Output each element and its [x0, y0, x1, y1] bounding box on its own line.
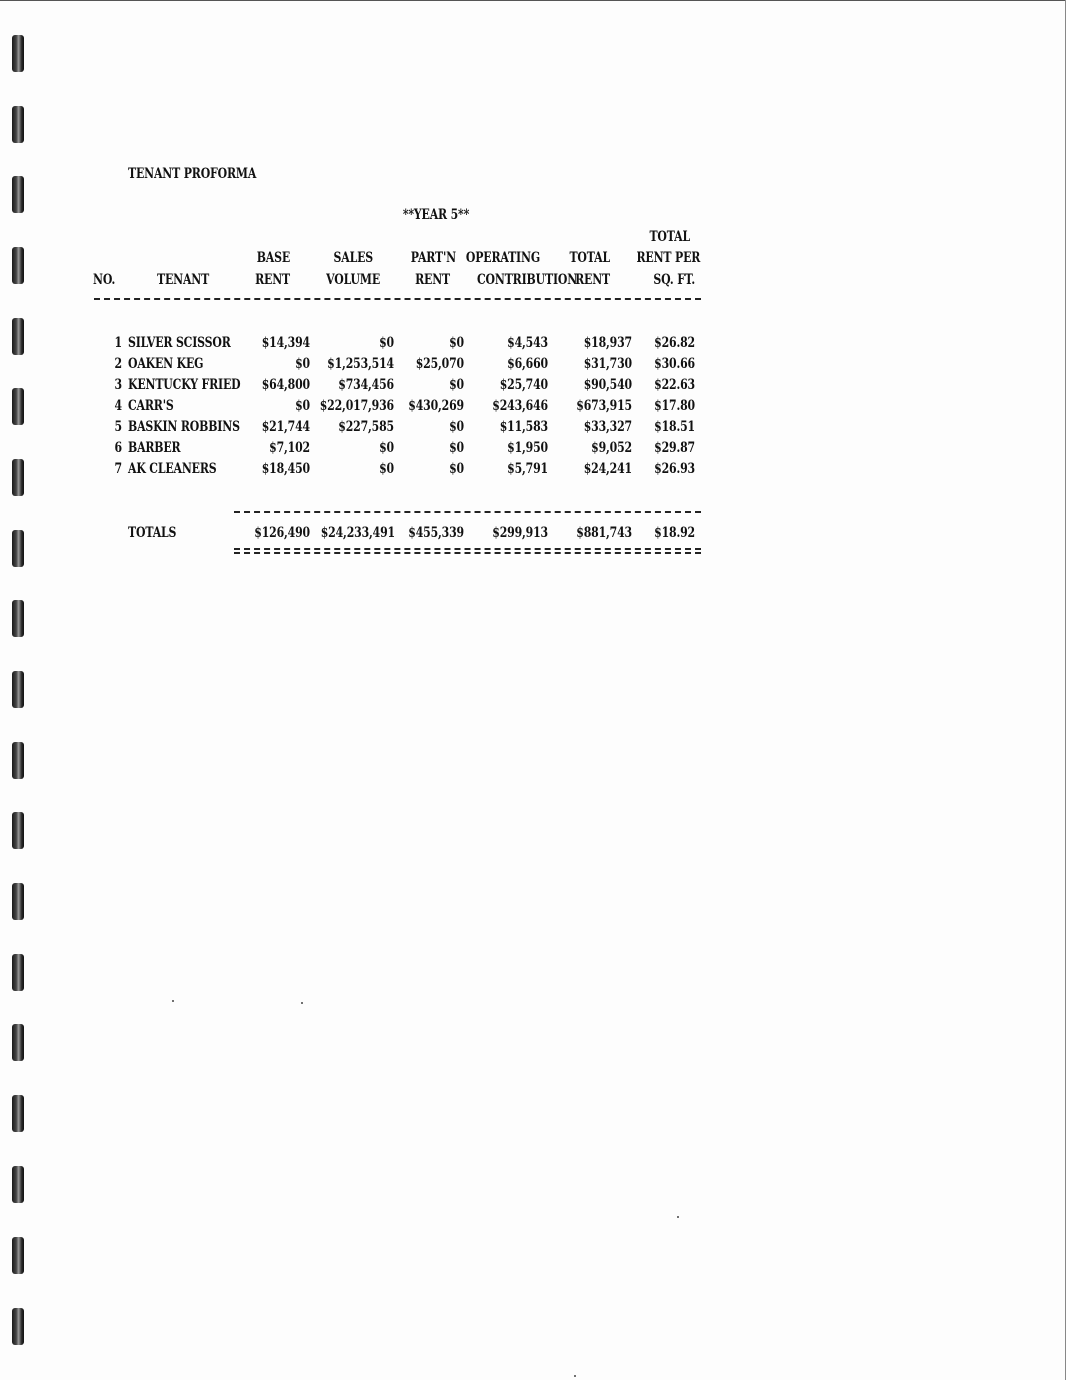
- row-number: 7: [114, 461, 122, 477]
- page-top-edge: [0, 0, 1066, 1]
- row-base-rent: $18,450: [261, 461, 310, 477]
- binder-hole: [12, 742, 24, 779]
- scan-speck: [301, 1002, 303, 1004]
- binder-hole: [12, 671, 24, 708]
- binder-hole: [12, 883, 24, 920]
- row-operating: $5,791: [507, 461, 548, 477]
- row-base-rent: $21,744: [261, 419, 310, 435]
- header-rent-per-sqft-line1: TOTAL: [649, 229, 690, 245]
- row-sales-volume: $0: [379, 335, 394, 351]
- row-partn-rent: $25,070: [415, 356, 464, 372]
- row-rent-per-sqft: $30.66: [654, 356, 695, 372]
- header-total-rent-line1: TOTAL: [569, 250, 610, 266]
- header-tenant: TENANT: [157, 272, 210, 288]
- scan-speck: [574, 1375, 576, 1377]
- row-number: 1: [114, 335, 122, 351]
- row-partn-rent: $0: [449, 440, 464, 456]
- row-operating: $25,740: [499, 377, 548, 393]
- row-partn-rent: $430,269: [408, 398, 464, 414]
- row-number: 4: [114, 398, 122, 414]
- row-tenant: OAKEN KEG: [128, 356, 204, 372]
- row-sales-volume: $734,456: [338, 377, 394, 393]
- row-base-rent: $14,394: [261, 335, 310, 351]
- totals-separator: [234, 511, 701, 513]
- row-number: 5: [114, 419, 122, 435]
- binder-hole: [12, 812, 24, 849]
- header-no: NO.: [93, 272, 116, 288]
- row-total-rent: $673,915: [576, 398, 632, 414]
- binder-hole: [12, 459, 24, 496]
- header-sales-volume-line2: VOLUME: [326, 272, 380, 288]
- header-sales-volume-line1: SALES: [333, 250, 373, 266]
- header-base-rent-line1: BASE: [256, 250, 290, 266]
- row-rent-per-sqft: $26.93: [654, 461, 695, 477]
- row-number: 2: [114, 356, 122, 372]
- binder-hole: [12, 1024, 24, 1061]
- row-sales-volume: $1,253,514: [327, 356, 394, 372]
- binder-hole: [12, 600, 24, 637]
- row-base-rent: $0: [295, 398, 310, 414]
- binder-hole: [12, 1095, 24, 1132]
- row-tenant: KENTUCKY FRIED: [128, 377, 241, 393]
- row-rent-per-sqft: $17.80: [654, 398, 695, 414]
- row-total-rent: $9,052: [591, 440, 632, 456]
- row-tenant: BASKIN ROBBINS: [128, 419, 240, 435]
- row-tenant: SILVER SCISSOR: [128, 335, 231, 351]
- row-operating: $243,646: [492, 398, 548, 414]
- binder-hole: [12, 388, 24, 425]
- row-partn-rent: $0: [449, 335, 464, 351]
- scan-speck: [677, 1216, 679, 1218]
- row-base-rent: $0: [295, 356, 310, 372]
- totals-total-rent: $881,743: [576, 525, 632, 541]
- binder-hole: [12, 1237, 24, 1274]
- row-partn-rent: $0: [449, 419, 464, 435]
- header-base-rent-line2: RENT: [255, 272, 290, 288]
- row-sales-volume: $0: [379, 440, 394, 456]
- row-sales-volume: $22,017,936: [319, 398, 394, 414]
- row-total-rent: $33,327: [583, 419, 632, 435]
- year-heading: **YEAR 5**: [402, 207, 470, 223]
- row-partn-rent: $0: [449, 461, 464, 477]
- totals-double-rule: [234, 548, 701, 550]
- document-title: TENANT PROFORMA: [128, 166, 257, 182]
- row-total-rent: $18,937: [583, 335, 632, 351]
- row-total-rent: $24,241: [583, 461, 632, 477]
- row-total-rent: $90,540: [583, 377, 632, 393]
- header-rent-per-sqft-line3: SQ. FT.: [653, 272, 695, 288]
- totals-partn-rent: $455,339: [408, 525, 464, 541]
- scan-speck: [172, 1000, 174, 1002]
- binder-hole: [12, 530, 24, 567]
- row-operating: $11,583: [499, 419, 548, 435]
- row-operating: $4,543: [507, 335, 548, 351]
- row-tenant: AK CLEANERS: [128, 461, 217, 477]
- row-rent-per-sqft: $29.87: [654, 440, 695, 456]
- header-operating-line2: CONTRIBUTION: [477, 272, 578, 288]
- row-number: 6: [114, 440, 122, 456]
- binder-hole: [12, 954, 24, 991]
- row-number: 3: [114, 377, 122, 393]
- header-separator: [94, 298, 701, 300]
- header-rent-per-sqft-line2: RENT PER: [636, 250, 701, 266]
- row-partn-rent: $0: [449, 377, 464, 393]
- header-total-rent-line2: RENT: [575, 272, 610, 288]
- row-total-rent: $31,730: [583, 356, 632, 372]
- row-rent-per-sqft: $18.51: [654, 419, 695, 435]
- row-operating: $1,950: [507, 440, 548, 456]
- row-operating: $6,660: [507, 356, 548, 372]
- header-operating-line1: OPERATING: [465, 250, 540, 266]
- row-rent-per-sqft: $22.63: [654, 377, 695, 393]
- binder-hole: [12, 247, 24, 284]
- header-partn-rent-line2: RENT: [415, 272, 450, 288]
- totals-sales-volume: $24,233,491: [320, 525, 395, 541]
- row-sales-volume: $0: [379, 461, 394, 477]
- totals-base-rent: $126,490: [254, 525, 310, 541]
- row-tenant: BARBER: [128, 440, 181, 456]
- totals-rent-per-sqft: $18.92: [654, 525, 695, 541]
- row-base-rent: $7,102: [269, 440, 310, 456]
- header-partn-rent-line1: PART'N: [410, 250, 456, 266]
- totals-operating: $299,913: [492, 525, 548, 541]
- binder-hole: [12, 1308, 24, 1345]
- row-rent-per-sqft: $26.82: [654, 335, 695, 351]
- binder-hole: [12, 176, 24, 213]
- binder-hole: [12, 106, 24, 143]
- row-sales-volume: $227,585: [338, 419, 394, 435]
- binder-hole: [12, 318, 24, 355]
- row-base-rent: $64,800: [261, 377, 310, 393]
- row-tenant: CARR'S: [128, 398, 174, 414]
- binder-hole: [12, 35, 24, 72]
- binder-hole: [12, 1166, 24, 1203]
- totals-label: TOTALS: [128, 525, 177, 541]
